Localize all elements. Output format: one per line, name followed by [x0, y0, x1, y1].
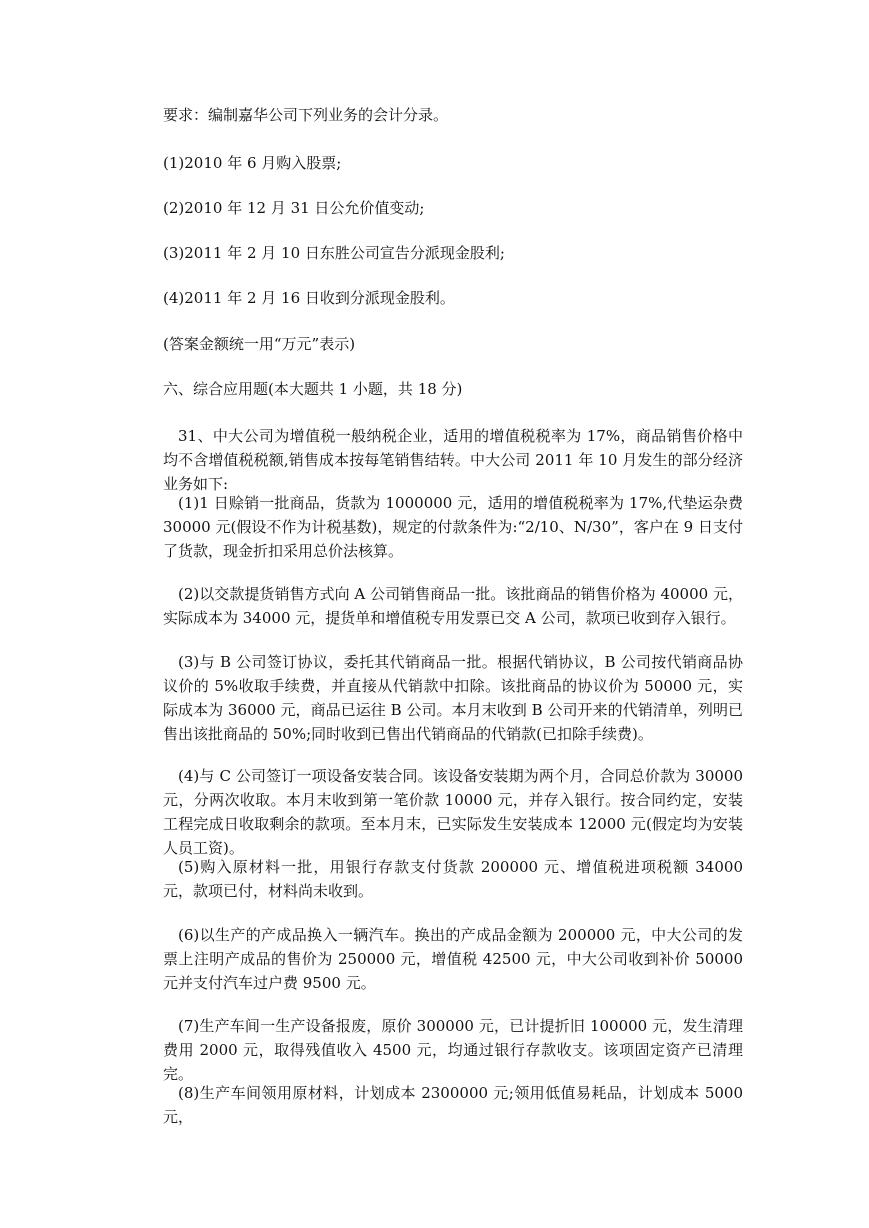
section-heading: 六、综合应用题(本大题共 1 小题，共 18 分) — [163, 380, 463, 398]
question-31-intro: 31、中大公司为增值税一般纳税企业，适用的增值税税率为 17%，商品销售价格中均不含增值税税额,销售成本按每笔销售结转。中大公司 2011 年 10 月发生的部分经济业务如下: — [163, 427, 743, 493]
transaction-4: (4)与 C 公司签订一项设备安装合同。该设备安装期为两个月，合同总价款为 30000 元，分两次收取。本月末收到第一笔价款 10000 元，并存入银行。按合同约定，安装工程完成日收取剩余的款项。至本月末，已实际发生安装成本 12000 元(假定均为安装人员工资)。 — [163, 767, 743, 857]
requirement-item-1: (1)2010 年 6 月购入股票; — [163, 154, 342, 172]
transaction-2: (2)以交款提货销售方式向 A 公司销售商品一批。该批商品的销售价格为 40000 元，实际成本为 34000 元，提货单和增值税专用发票已交 A 公司，款项已收到存入银行。 — [163, 585, 743, 627]
answer-unit-note: (答案金额统一用“万元”表示) — [163, 335, 356, 353]
transaction-3: (3)与 B 公司签订协议，委托其代销商品一批。根据代销协议，B 公司按代销商品协议价的 5%收取手续费，并直接从代销款中扣除。该批商品的协议价为 50000 元，实际成本为 36000 元，商品已运往 B 公司。本月末收到 B 公司开来的代销清单，列明已售出该批商品的 50%;同时收到已售出代销商品的代销款(已扣除手续费)。 — [163, 653, 743, 743]
requirement-text: 要求：编制嘉华公司下列业务的会计分录。 — [163, 106, 449, 124]
transaction-5: (5)购入原材料一批，用银行存款支付货款 200000 元、增值税进项税额 34000 元，款项已付，材料尚未收到。 — [163, 858, 743, 900]
requirement-item-3: (3)2011 年 2 月 10 日东胜公司宣告分派现金股利; — [163, 244, 505, 262]
transaction-7: (7)生产车间一生产设备报废，原价 300000 元，已计提折旧 100000 元，发生清理费用 2000 元，取得残值收入 4500 元，均通过银行存款收支。该项固定资产已清理完。 — [163, 1017, 743, 1083]
transaction-1: (1)1 日赊销一批商品，货款为 1000000 元，适用的增值税税率为 17%,代垫运杂费 30000 元(假设不作为计税基数)，规定的付款条件为:“2/10、N/30”，客户在 9 日支付了货款，现金折扣采用总价法核算。 — [163, 494, 743, 560]
requirement-item-4: (4)2011 年 2 月 16 日收到分派现金股利。 — [163, 289, 455, 307]
requirement-item-2: (2)2010 年 12 月 31 日公允价值变动; — [163, 199, 425, 217]
transaction-8: (8)生产车间领用原材料，计划成本 2300000 元;领用低值易耗品，计划成本 5000 元， — [163, 1084, 743, 1126]
transaction-6: (6)以生产的产成品换入一辆汽车。换出的产成品金额为 200000 元，中大公司的发票上注明产成品的售价为 250000 元，增值税 42500 元，中大公司收到补价 50000 元并支付汽车过户费 9500 元。 — [163, 926, 743, 992]
